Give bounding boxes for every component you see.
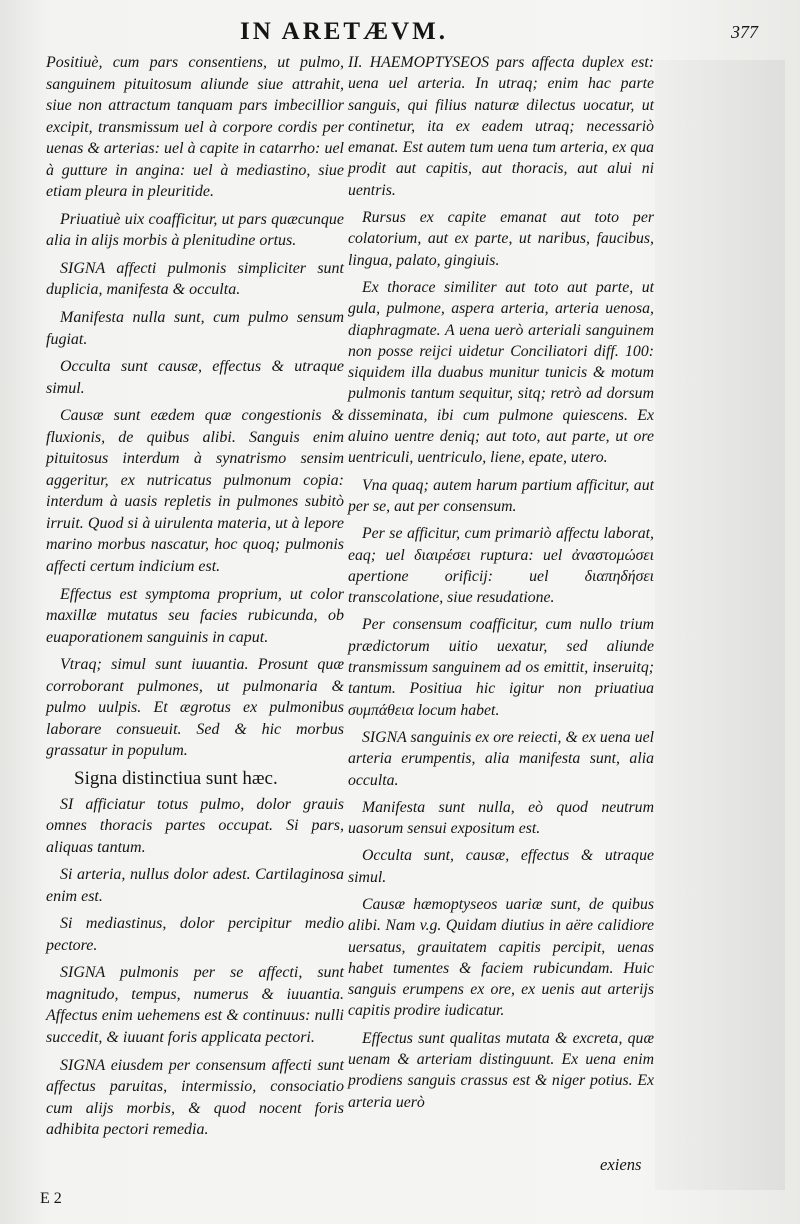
paragraph: Occulta sunt, causæ, effectus & utraque simul. — [348, 847, 654, 886]
paragraph: Effectus est symptoma proprium, ut color maxillæ mutatus seu facies rubicunda, ob euaporationem sanguinis in caput. — [46, 585, 344, 646]
catchword: exiens — [600, 1155, 642, 1174]
paragraph: Occulta sunt causæ, effectus & utraque simul. — [46, 358, 344, 397]
paragraph: Causæ hæmoptyseos uariæ sunt, de quibus alibi. Nam v.g. Quidam diutius in aëre calidiore uersatus, grauitatem capitis percipit, uenas habet tumentes & faciem rubicundam. Huic sanguis erumpens ex ore, ex uenis aut arterijs capitis prodire iudicatur. — [348, 895, 654, 1020]
paragraph: Vna quaq; autem harum partium afficitur, aut per se, aut per consensum. — [348, 476, 654, 515]
section-heading: Signa distinctiua sunt hæc. — [74, 767, 278, 789]
paragraph: Per se afficitur, cum primariò affectu laborat, eaq; uel διαιρέσει ruptura: uel ἀναστομώσει apertione orificij: uel διαπηδήσει transcolatione, siue resudatione. — [348, 525, 654, 607]
paragraph: Manifesta nulla sunt, cum pulmo sensum fugiat. — [46, 309, 344, 348]
paragraph: SIGNA eiusdem per consensum affecti sunt affectus paruitas, intermissio, consociatio cum alijs morbis, & quod nocent foris adhibita pectori remedia. — [46, 1056, 344, 1139]
paragraph: Per consensum coafficitur, cum nullo trium prædictorum uitio uexatur, sed aliunde transmissum sanguinem ad os emittit, inseruitq; tantum. Positiua hic igitur non priuatiua συμπάθεια locum habet. — [348, 616, 654, 719]
paragraph: Vtraq; simul sunt iuuantia. Prosunt quæ corroborant pulmones, ut pulmonaria & pulmo uulpis. Et ægrotus ex pulmonibus laborare consueuit. Sed & hic morbus grassatur in populum. — [46, 656, 344, 760]
paragraph: Effectus sunt qualitas mutata & excreta, quæ uenam & arteriam distinguunt. Ex uena enim prodiens sanguis crassus est & niger potius. Ex arteria uerò — [348, 1029, 654, 1111]
paragraph: Ex thorace similiter aut toto aut parte, ut gula, pulmone, aspera arteria, arteria uenosa, diaphragmate. A uena uerò arteriali sanguinem non posse reijci uidetur Conciliatori diff. 100: siquidem illa duabus munitur tunicis & motum pulmonis tantum sequitur, sitq; retrò ad dorsum disseminata, ibi cum pulmone quiescens. Ex aluino uentre deniq; aut toto, aut parte, ut ore uentriculi, uentriculo, liene, epate, utero. — [348, 278, 654, 467]
paragraph: Causæ sunt eædem quæ congestionis & fluxionis, de quibus alibi. Sanguis enim pituitosus interdum à synatrismo sensim aggeritur, ex nutricatus pulmonum copia: interdum à uasis repletis in pulmones subitò irruit. Quod si à uirulenta materia, ut à lepore marino morbus nascatur, hoc quoq; pulmonis affecti certum indicium est. — [46, 407, 344, 576]
paragraph: Si arteria, nullus dolor adest. Cartilaginosa enim est. — [46, 866, 344, 905]
bleed-through-shadow — [655, 60, 785, 1190]
paragraph: Rursus ex capite emanat aut toto per colatorium, aut ex parte, ut naribus, faucibus, lingua, palato, gingiuis. — [348, 209, 654, 269]
paragraph: Si mediastinus, dolor percipitur medio pectore. — [46, 915, 344, 954]
paragraph: Positiuè, cum pars consentiens, ut pulmo, sanguinem pituitosum aliunde siue attrahit, siue non attractum tanquam pars imbecillior excipit, transmissum uel à corpore cordis per uenas & arterias: uel à capite in catarrho: uel à gutture in angina: uel à mediastino, siue etiam pleura in pleuritide. — [46, 54, 344, 201]
paragraph: Manifesta sunt nulla, eò quod neutrum uasorum sensui expositum est. — [348, 798, 654, 838]
running-head: IN ARETÆVM. — [240, 18, 449, 45]
paragraph: SIGNA pulmonis per se affecti, sunt magnitudo, tempus, numerus & iuuantia. Affectus enim uehemens est & continuus: nulli succedit, & iuuant foris applicata pectori. — [46, 964, 344, 1046]
paragraph: SI afficiatur totus pulmo, dolor grauis omnes thoracis partes occupat. Si pars, aliquas tantum. — [46, 795, 344, 856]
paragraph: II. HAEMOPTYSEOS pars affecta duplex est: uena uel arteria. In utraq; enim hac parte sanguis, qui filius naturæ dilectus uocatur, ut continetur, ita ex eadem utraq; necessariò emanat. Est autem tum uena tum arteria, ex qua prodit aut capitis, aut thoracis, aut alui ni uentris. — [348, 54, 654, 199]
paragraph: SIGNA sanguinis ex ore reiecti, & ex uena uel arteria erumpentis, alia manifesta sunt, alia occulta. — [348, 728, 654, 789]
signature-mark: E 2 — [40, 1190, 62, 1207]
left-column — [46, 52, 344, 1147]
paragraph: SIGNA affecti pulmonis simpliciter sunt duplicia, manifesta & occulta. — [46, 259, 344, 299]
page-number: 377 — [731, 22, 758, 42]
page-header — [40, 18, 760, 48]
right-column — [348, 52, 654, 1119]
paragraph: Priuatiuè uix coafficitur, ut pars quæcunque alia in alijs morbis à plenitudine ortus. — [46, 210, 344, 250]
